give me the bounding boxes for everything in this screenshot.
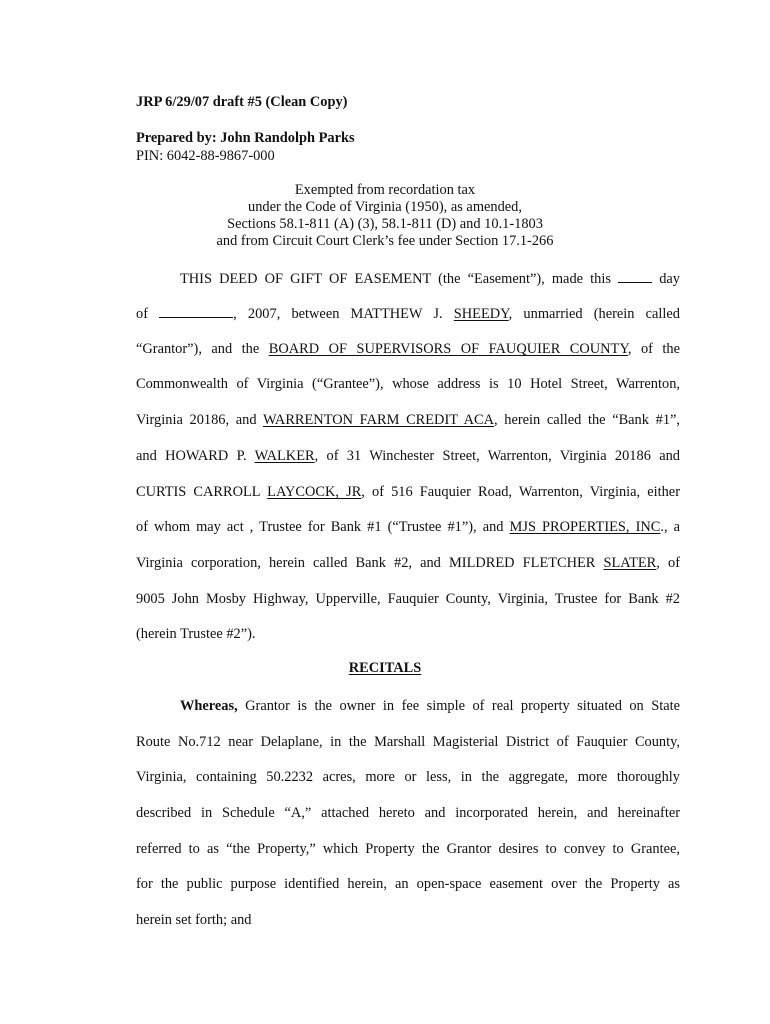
month-blank [159, 305, 233, 318]
exemption-line-4: and from Circuit Court Clerk’s fee under Section 17.1-266 [216, 233, 554, 249]
intro-line-6: and HOWARD P. WALKER, of 31 Winchester Street, Warrenton, Virginia 20186 and [136, 448, 680, 464]
recitals-line-4: described in Schedule “A,” attached hereto and incorporated herein, and hereinafter [136, 805, 680, 821]
recitals-line-1: Whereas, Grantor is the owner in fee simple of real property situated on State [180, 698, 680, 714]
draft-line: JRP 6/29/07 draft #5 (Clean Copy) [136, 94, 348, 110]
prepared-by: Prepared by: John Randolph Parks [136, 130, 355, 146]
grantor-surname: SHEEDY [453, 306, 509, 322]
recitals-heading: RECITALS [348, 660, 422, 676]
intro-line-2: of , 2007, between MATTHEW J. SHEEDY, unmarried (herein called [136, 306, 680, 322]
pin-number: PIN: 6042-88-9867-000 [136, 148, 275, 164]
recitals-line-3: Virginia, containing 50.2232 acres, more or less, in the aggregate, more thoroughly [136, 769, 680, 785]
intro-line-1: THIS DEED OF GIFT OF EASEMENT (the “Easement”), made this day [180, 271, 680, 287]
intro-line-9: Virginia corporation, herein called Bank #2, and MILDRED FLETCHER SLATER, of [136, 555, 680, 571]
bank-1-name: WARRENTON FARM CREDIT ACA [262, 412, 495, 428]
trustee-slater: SLATER [603, 555, 657, 571]
trustee-laycock: LAYCOCK, JR [267, 484, 362, 500]
grantee-name: BOARD OF SUPERVISORS OF FAUQUIER COUNTY [268, 341, 628, 357]
day-blank [618, 270, 652, 283]
recitals-line-5: referred to as “the Property,” which Property the Grantor desires to convey to Grantee, [136, 841, 680, 857]
exemption-line-1: Exempted from recordation tax [294, 182, 476, 198]
intro-line-10: 9005 John Mosby Highway, Upperville, Fauquier County, Virginia, Trustee for Bank #2 [136, 591, 680, 607]
trustee-walker: WALKER [254, 448, 315, 464]
recitals-line-2: Route No.712 near Delaplane, in the Marshall Magisterial District of Fauquier County, [136, 734, 680, 750]
intro-line-3: “Grantor”), and the BOARD OF SUPERVISORS OF FAUQUIER COUNTY, of the [136, 341, 680, 357]
intro-line-11: (herein Trustee #2”). [136, 626, 256, 642]
exemption-line-3: Sections 58.1-811 (A) (3), 58.1-811 (D) and 10.1-1803 [227, 216, 543, 232]
intro-line-8: of whom may act , Trustee for Bank #1 (“Trustee #1”), and MJS PROPERTIES, INC., a [136, 519, 681, 535]
recitals-line-7: herein set forth; and [136, 912, 252, 928]
whereas-label: Whereas, [180, 698, 238, 714]
intro-line-7: CURTIS CARROLL LAYCOCK, JR, of 516 Fauquier Road, Warrenton, Virginia, either [136, 484, 680, 500]
bank-2-name: MJS PROPERTIES, INC [509, 519, 661, 535]
intro-line-5: Virginia 20186, and WARRENTON FARM CREDIT ACA, herein called the “Bank #1”, [136, 412, 680, 428]
exemption-line-2: under the Code of Virginia (1950), as amended, [248, 199, 522, 215]
intro-line-4: Commonwealth of Virginia (“Grantee”), whose address is 10 Hotel Street, Warrenton, [136, 376, 680, 392]
recitals-line-6: for the public purpose identified herein, an open-space easement over the Property as [136, 876, 680, 892]
